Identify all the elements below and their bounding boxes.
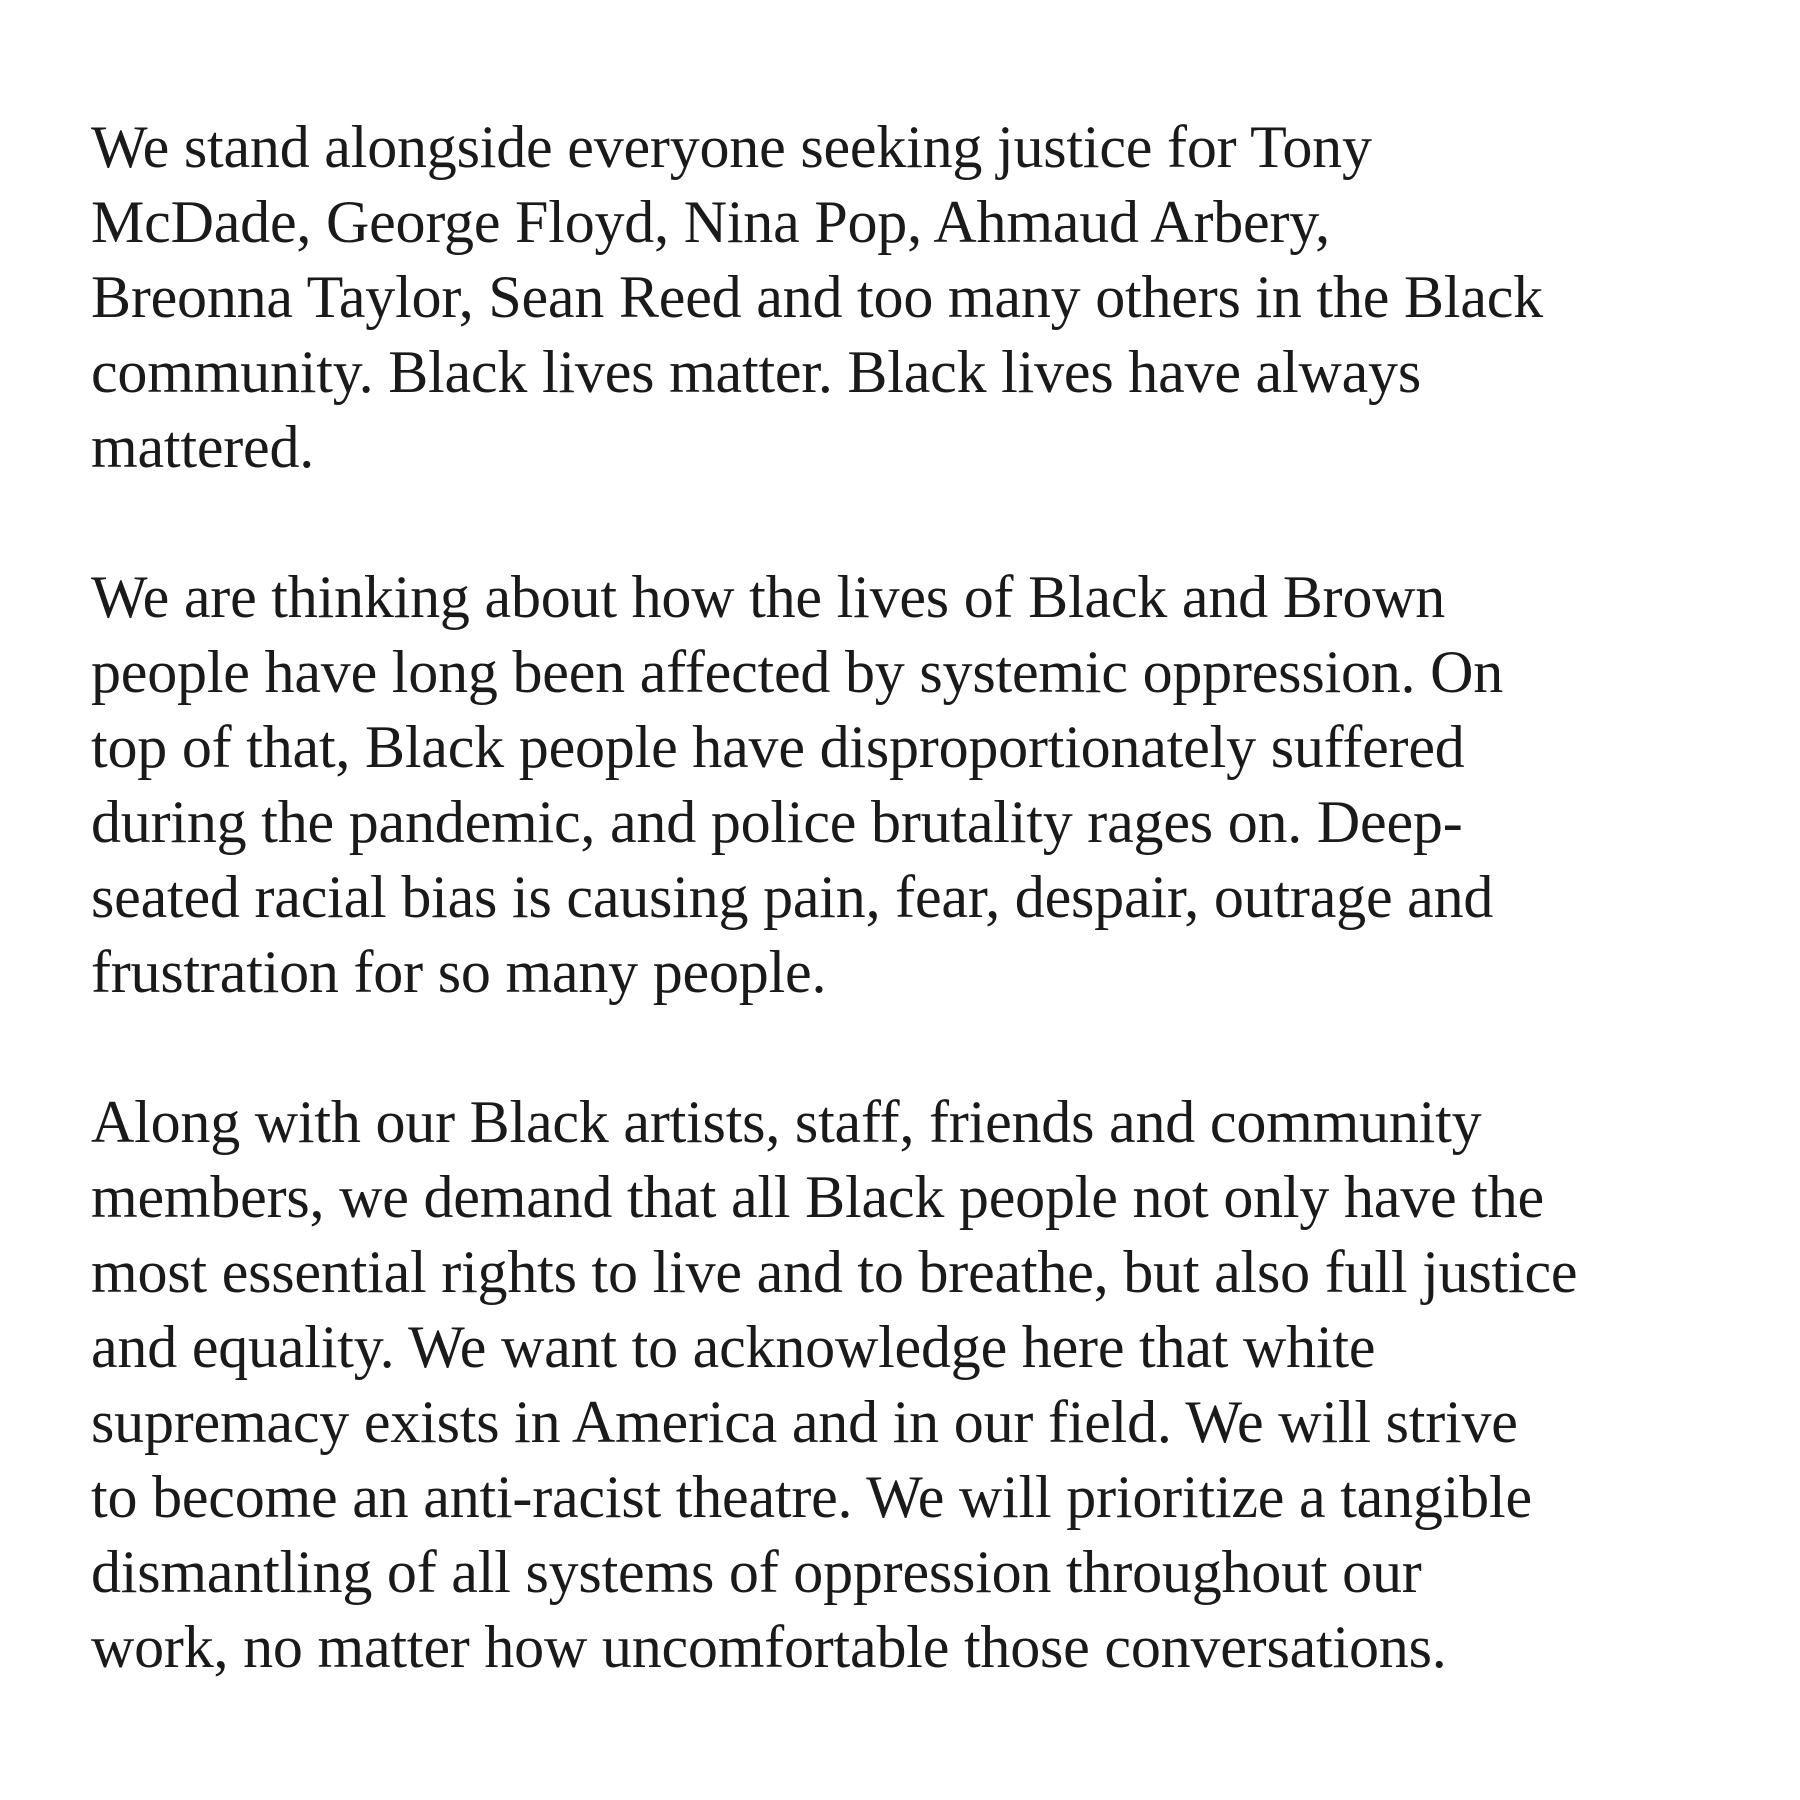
paragraph-spacer <box>91 1010 1751 1085</box>
text-line: seated racial bias is causing pain, fear, despair, outrage and <box>91 864 1494 930</box>
text-line: to become an anti-racist theatre. We will prioritize a tangible <box>91 1464 1532 1530</box>
text-line: Breonna Taylor, Sean Reed and too many others in the Black <box>91 264 1543 330</box>
text-line: Along with our Black artists, staff, friends and community <box>91 1089 1482 1155</box>
statement-body <box>91 110 1751 1685</box>
text-line: We stand alongside everyone seeking justice for Tony <box>91 114 1372 180</box>
paragraph-3 <box>91 1085 1751 1685</box>
text-line: work, no matter how uncomfortable those conversations. <box>91 1614 1447 1680</box>
text-line: McDade, George Floyd, Nina Pop, Ahmaud Arbery, <box>91 189 1330 255</box>
text-line: members, we demand that all Black people not only have the <box>91 1164 1544 1230</box>
text-line: mattered. <box>91 414 315 480</box>
text-line: people have long been affected by systemic oppression. On <box>91 639 1504 705</box>
text-line: frustration for so many people. <box>91 939 827 1005</box>
text-line: community. Black lives matter. Black lives have always <box>91 339 1421 405</box>
text-line: supremacy exists in America and in our field. We will strive <box>91 1389 1518 1455</box>
text-line: most essential rights to live and to breathe, but also full justice <box>91 1239 1578 1305</box>
paragraph-1 <box>91 110 1751 485</box>
text-line: top of that, Black people have disproportionately suffered <box>91 714 1465 780</box>
text-line: during the pandemic, and police brutality rages on. Deep- <box>91 789 1463 855</box>
paragraph-2 <box>91 560 1751 1010</box>
text-line: dismantling of all systems of oppression throughout our <box>91 1539 1422 1605</box>
text-line: We are thinking about how the lives of Black and Brown <box>91 564 1446 630</box>
text-line: and equality. We want to acknowledge here that white <box>91 1314 1376 1380</box>
paragraph-spacer <box>91 485 1751 560</box>
